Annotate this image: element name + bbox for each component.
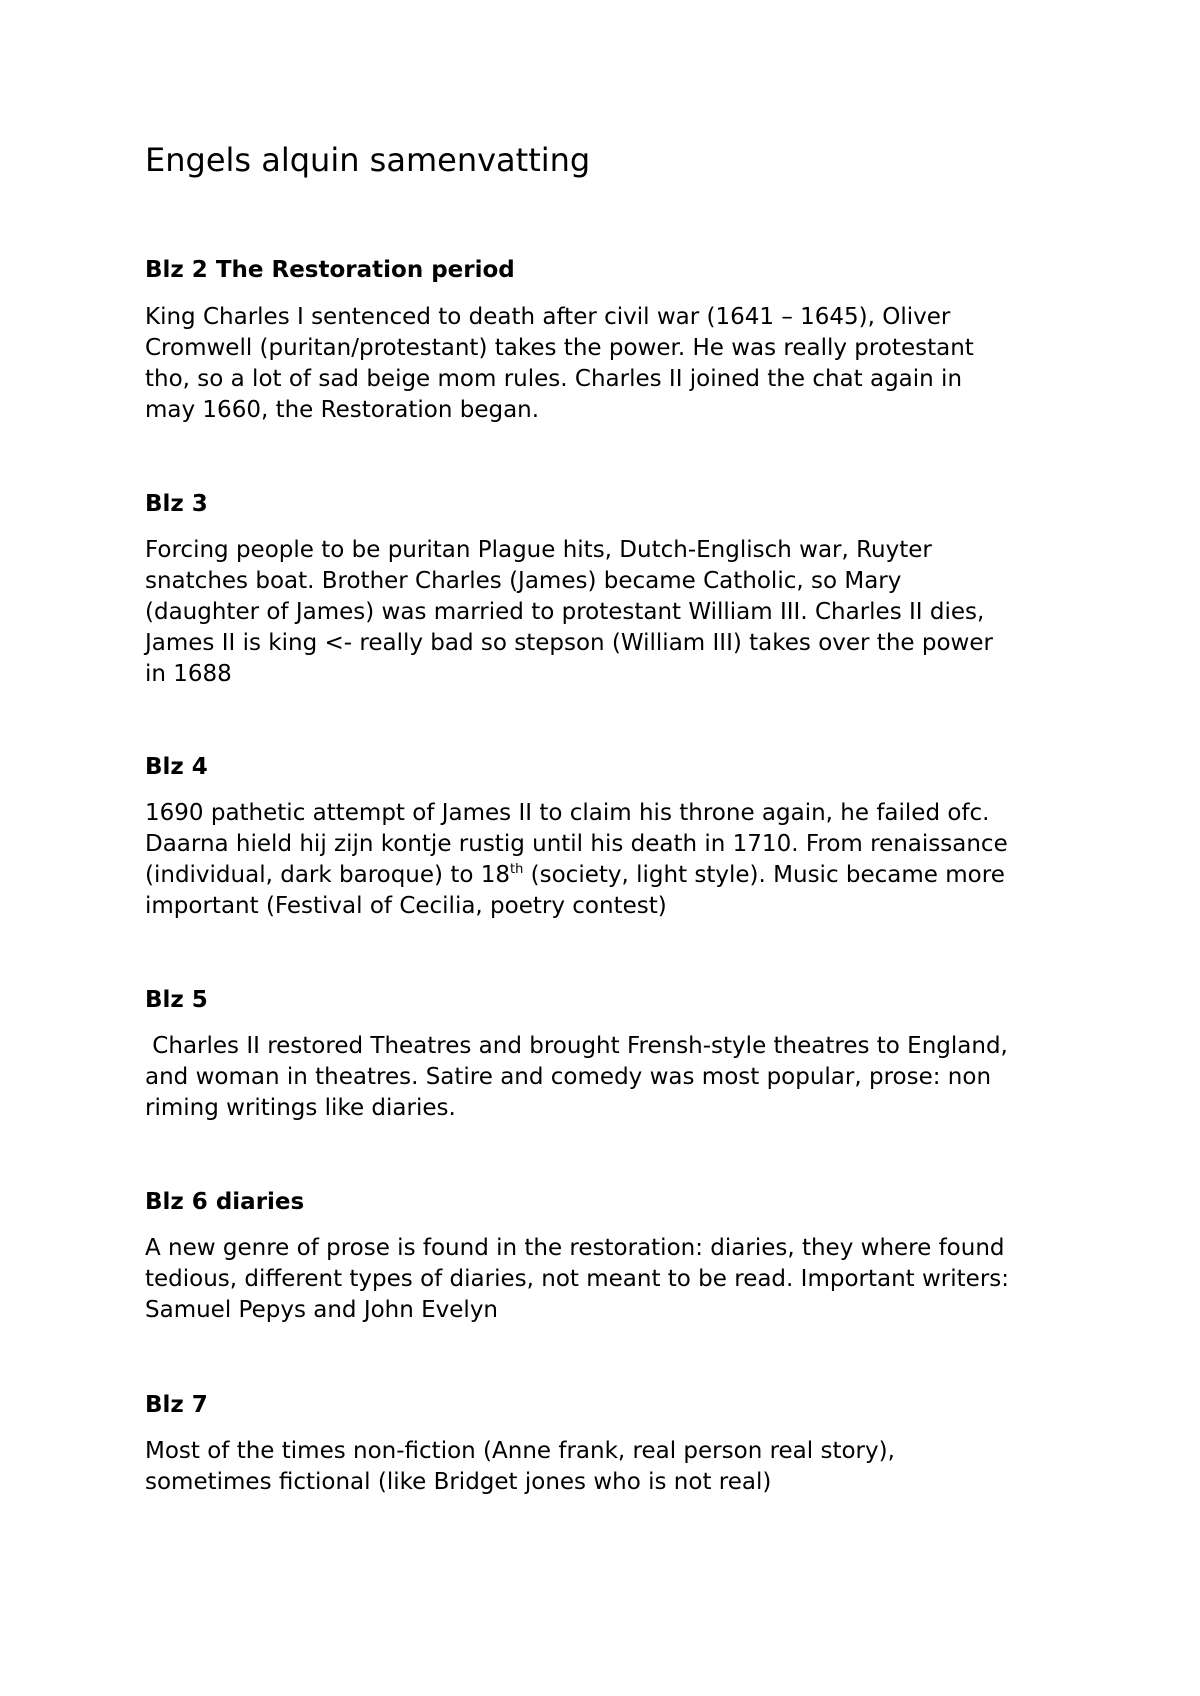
text-line: riming writings like diaries. (145, 1095, 456, 1121)
text-line: in 1688 (145, 661, 232, 687)
text-line: (daughter of James) was married to protestant William III. Charles II dies, (145, 599, 985, 625)
text-line: tho, so a lot of sad beige mom rules. Charles II joined the chat again in (145, 366, 963, 392)
section-body-blz-7 (145, 1436, 895, 1498)
text-line: Forcing people to be puritan Plague hits, Dutch-Englisch war, Ruyter (145, 537, 932, 563)
ordinal-superscript: th (510, 862, 524, 877)
section-body-blz-2 (145, 302, 974, 426)
text-line: A new genre of prose is found in the restoration: diaries, they where found (145, 1235, 1005, 1261)
text-line: may 1660, the Restoration began. (145, 397, 540, 423)
text-line-with-superscript (145, 860, 1008, 891)
text-line: King Charles I sentenced to death after civil war (1641 – 1645), Oliver (145, 304, 951, 330)
section-heading-blz-5: Blz 5 (145, 987, 208, 1013)
text-fragment: (society, light style). Music became more (523, 862, 1005, 888)
text-line: Most of the times non-fiction (Anne frank, real person real story), (145, 1438, 895, 1464)
text-line: tedious, different types of diaries, not meant to be read. Important writers: (145, 1266, 1010, 1292)
section-body-blz-6 (145, 1233, 1009, 1326)
document-title: Engels alquin samenvatting (145, 141, 591, 179)
text-line: snatches boat. Brother Charles (James) became Catholic, so Mary (145, 568, 902, 594)
text-line: Charles II restored Theatres and brought Frensh-style theatres to England, (145, 1033, 1008, 1059)
text-line: Cromwell (puritan/protestant) takes the power. He was really protestant (145, 335, 974, 361)
text-line: 1690 pathetic attempt of James II to claim his throne again, he failed ofc. (145, 800, 990, 826)
text-line: Daarna hield hij zijn kontje rustig until his death in 1710. From renaissance (145, 831, 1008, 857)
section-heading-blz-7: Blz 7 (145, 1392, 208, 1418)
text-line: and woman in theatres. Satire and comedy was most popular, prose: non (145, 1064, 992, 1090)
text-line: sometimes fictional (like Bridget jones who is not real) (145, 1469, 772, 1495)
text-line: Samuel Pepys and John Evelyn (145, 1297, 499, 1323)
section-heading-blz-6: Blz 6 diaries (145, 1189, 305, 1215)
section-heading-blz-3: Blz 3 (145, 491, 208, 517)
section-heading-blz-4: Blz 4 (145, 754, 208, 780)
text-line: important (Festival of Cecilia, poetry contest) (145, 893, 667, 919)
section-body-blz-5 (145, 1031, 1008, 1124)
section-heading-blz-2: Blz 2 The Restoration period (145, 257, 515, 283)
section-body-blz-3 (145, 535, 993, 690)
text-line: James II is king <- really bad so stepson (William III) takes over the power (145, 630, 993, 656)
section-body-blz-4 (145, 798, 1008, 922)
text-fragment: (individual, dark baroque) to 18 (145, 862, 510, 888)
